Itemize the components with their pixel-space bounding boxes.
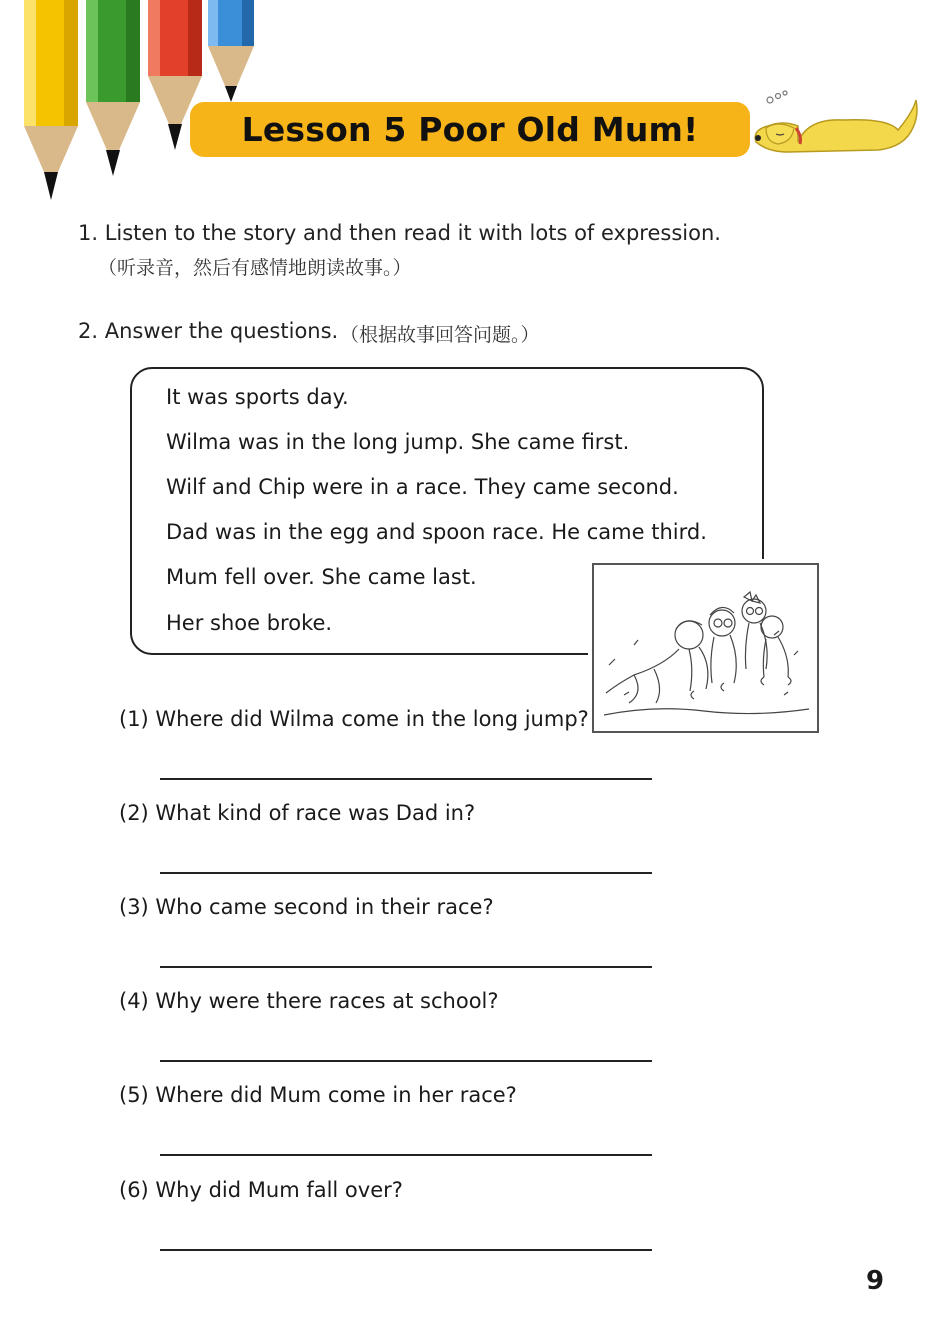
story-line: Dad was in the egg and spoon race. He came third.	[166, 520, 707, 544]
sleeping-dog-icon	[748, 90, 923, 160]
page-title: Lesson 5 Poor Old Mum!	[241, 110, 699, 149]
task-2-chinese: （根据故事回答问题。）	[340, 324, 540, 346]
question-2: (2) What kind of race was Dad in?	[119, 801, 476, 825]
answer-line-6[interactable]	[160, 1249, 652, 1251]
question-5: (5) Where did Mum come in her race?	[119, 1083, 517, 1107]
story-line: Mum fell over. She came last.	[166, 565, 477, 589]
task-2-instruction: 2. Answer the questions.	[78, 319, 339, 343]
question-4: (4) Why were there races at school?	[119, 989, 499, 1013]
answer-line-4[interactable]	[160, 1060, 652, 1062]
answer-line-2[interactable]	[160, 872, 652, 874]
green-pencil-icon	[86, 0, 140, 176]
story-line: It was sports day.	[166, 385, 349, 409]
blue-pencil-icon	[208, 0, 254, 102]
answer-line-1[interactable]	[160, 778, 652, 780]
answer-line-3[interactable]	[160, 966, 652, 968]
yellow-pencil-icon	[24, 0, 78, 200]
task-1-instruction: 1. Listen to the story and then read it with lots of expression.	[78, 221, 721, 245]
title-banner	[190, 102, 750, 157]
question-1: (1) Where did Wilma come in the long jump?	[119, 707, 589, 731]
story-line: Wilma was in the long jump. She came first.	[166, 430, 630, 454]
answer-line-5[interactable]	[160, 1154, 652, 1156]
question-6: (6) Why did Mum fall over?	[119, 1178, 403, 1202]
page-number: 9	[866, 1266, 885, 1296]
question-3: (3) Who came second in their race?	[119, 895, 494, 919]
story-line: Wilf and Chip were in a race. They came second.	[166, 475, 679, 499]
race-illustration	[592, 563, 819, 733]
task-1-chinese: （听录音，然后有感情地朗读故事。）	[98, 257, 412, 279]
story-line: Her shoe broke.	[166, 611, 333, 635]
